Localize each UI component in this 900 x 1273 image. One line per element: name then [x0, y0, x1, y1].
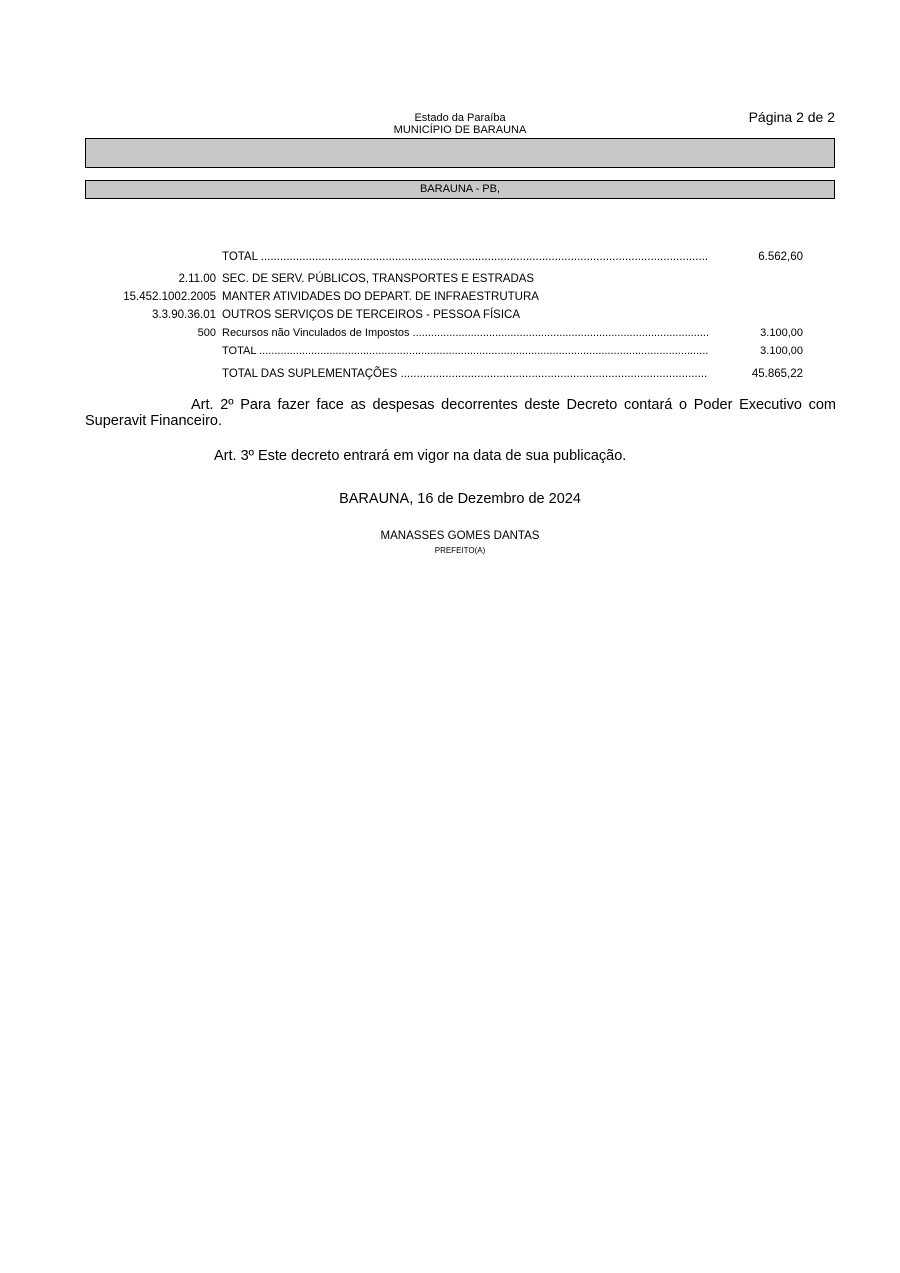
row-amount: 6.562,60: [758, 251, 803, 263]
row-desc: OUTROS SERVIÇOS DE TERCEIROS - PESSOA FÍSICA: [222, 309, 521, 321]
row-desc: MANTER ATIVIDADES DO DEPART. DE INFRAESTRUTURA: [222, 291, 539, 303]
row-code: 15.452.1002.2005: [123, 291, 216, 303]
state-name: Estado da Paraíba: [414, 112, 506, 124]
row-amount: 3.100,00: [760, 345, 803, 357]
article-3: Art. 3º Este decreto entrará em vigor na data de sua publicação.: [214, 448, 627, 464]
article-2: Art. 2º Para fazer face as despesas decorrentes deste Decreto contará o Poder Executivo com Superavit Financeiro.: [85, 397, 836, 429]
row-desc: SEC. DE SERV. PÚBLICOS, TRANSPORTES E ESTRADAS: [222, 273, 535, 285]
place-date: BARAUNA, 16 de Dezembro de 2024: [339, 491, 581, 507]
table-row: [0, 249, 900, 265]
row-desc: TOTAL .....: [222, 343, 708, 359]
location-bar: BARAUNA - PB,: [85, 180, 835, 199]
row-desc: TOTAL .....: [222, 249, 708, 265]
table-row: [0, 307, 900, 323]
table-row: [0, 271, 900, 287]
header-grey-band: [85, 138, 835, 168]
row-code: 500: [197, 327, 216, 339]
row-desc: TOTAL DAS SUPLEMENTAÇÕES .....: [222, 366, 708, 382]
table-row: [0, 366, 900, 382]
signer-name: MANASSES GOMES DANTAS: [380, 530, 540, 542]
row-amount: 45.865,22: [751, 368, 803, 380]
municipality-name: MUNICÍPIO DE BARAUNA: [393, 124, 527, 136]
row-amount: 3.100,00: [760, 327, 803, 339]
table-row: [0, 325, 900, 341]
row-code: 3.3.90.36.01: [152, 309, 216, 321]
table-row: [0, 343, 900, 359]
row-code: 2.11.00: [178, 273, 216, 285]
table-row: [0, 289, 900, 305]
row-desc: Recursos não Vinculados de Impostos .....: [222, 325, 708, 341]
page-number: Página 2 de 2: [748, 109, 835, 125]
signer-role: PREFEITO(A): [434, 546, 486, 555]
